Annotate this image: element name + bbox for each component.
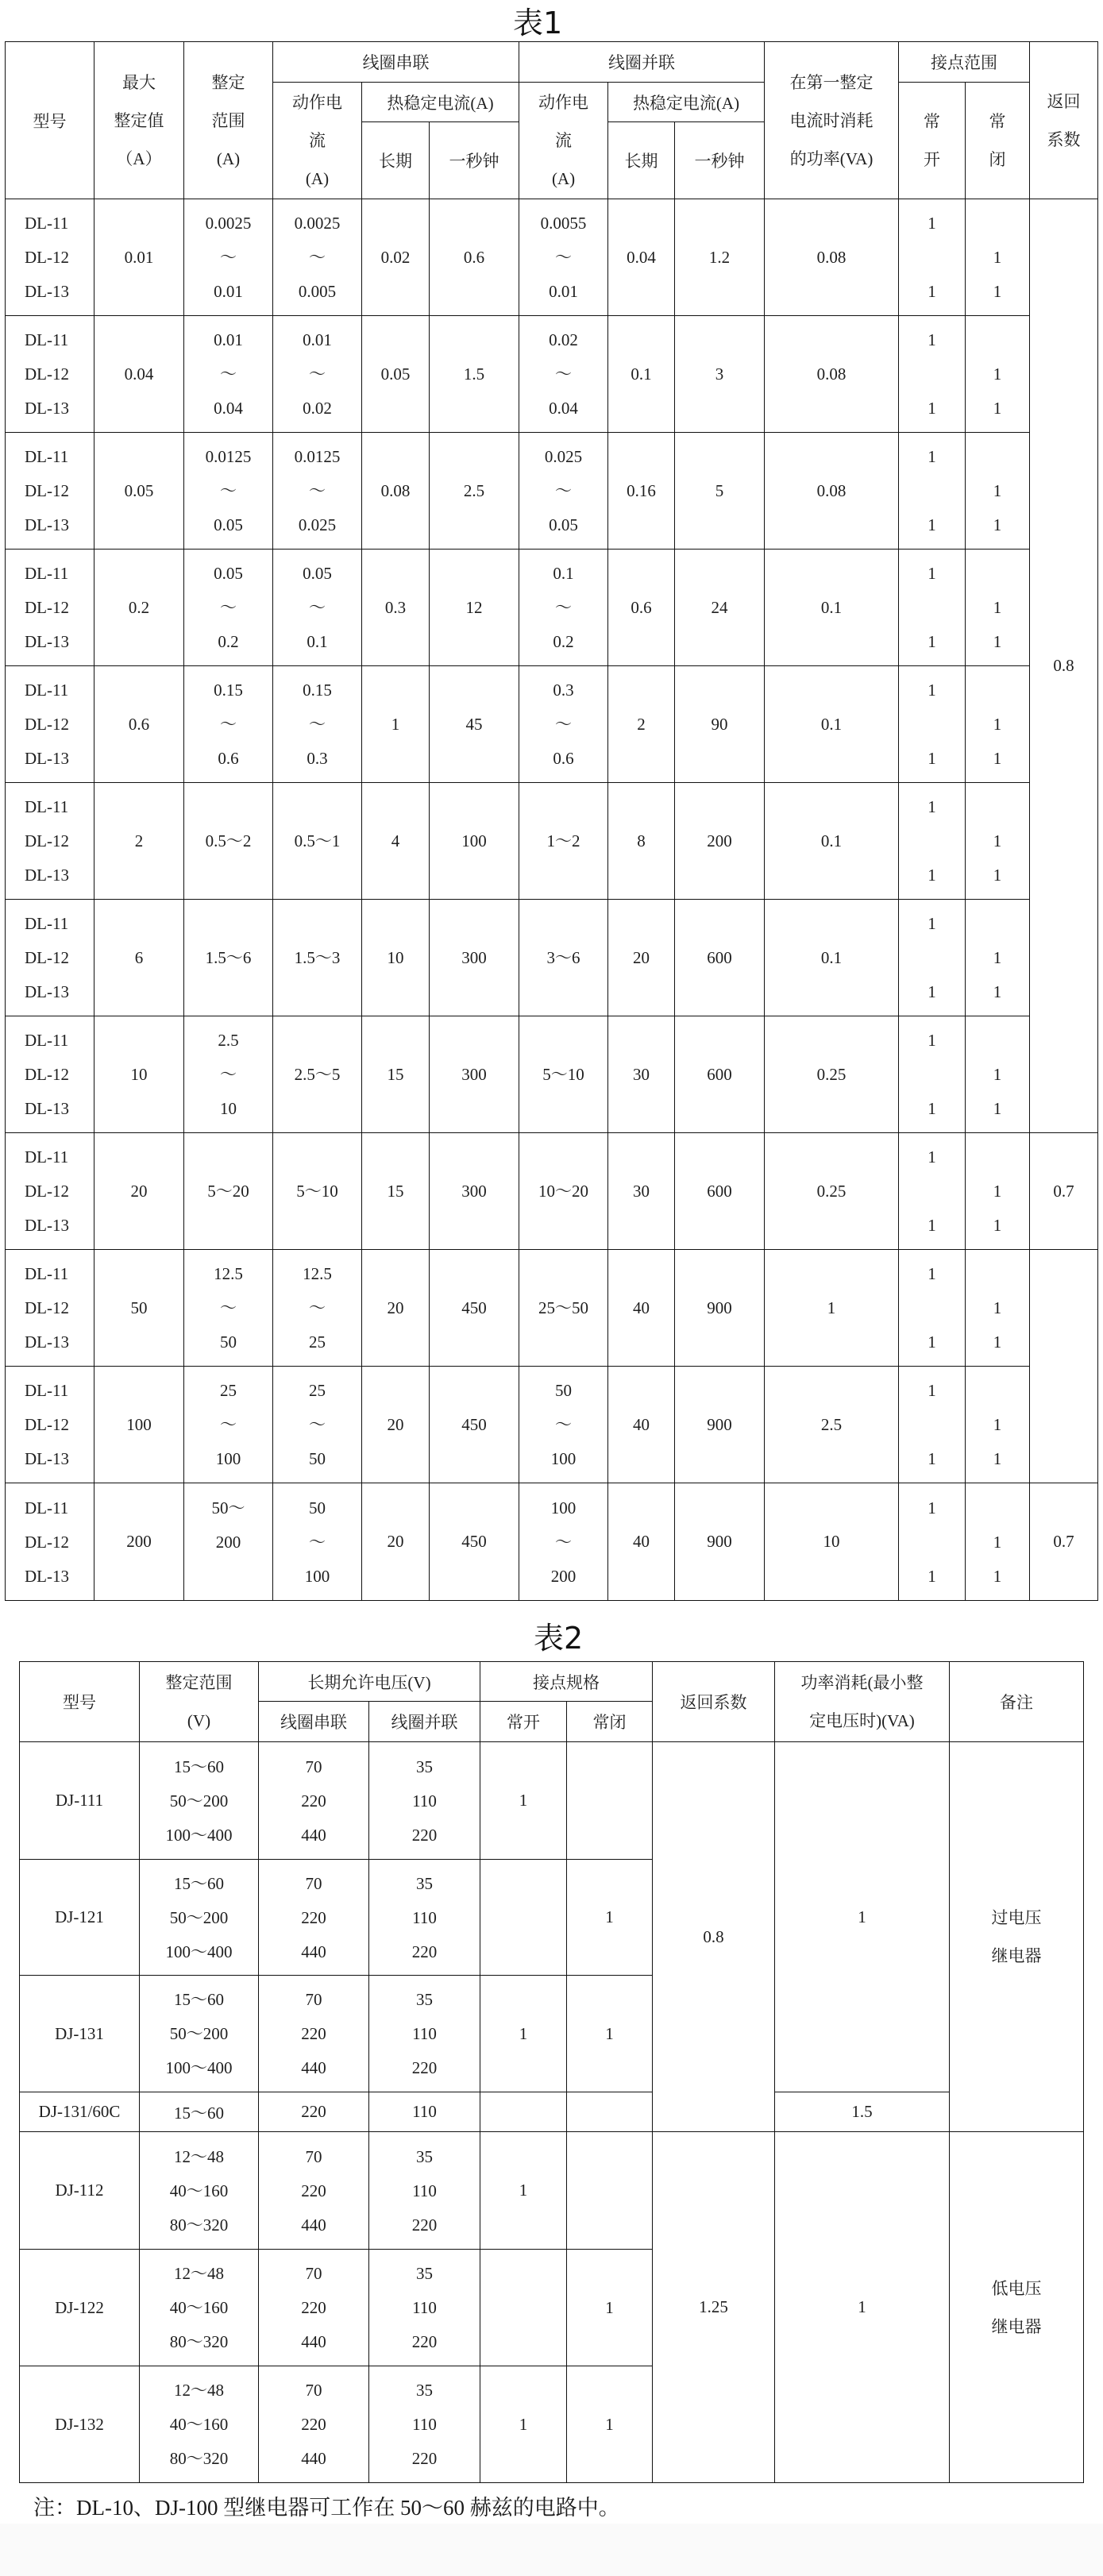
- series-op-current-value: 0.01 ～ 0.02: [303, 330, 332, 418]
- normally-closed-value: 1: [605, 2023, 614, 2043]
- coil-parallel-value: 35 110 220: [411, 1757, 438, 1845]
- series-one-second-value: 0.6: [463, 247, 485, 267]
- series-one-second-value: 2.5: [463, 480, 485, 500]
- parallel-long-term-value: 20: [633, 947, 650, 967]
- series-op-current-value: 25 ～ 50: [309, 1381, 326, 1468]
- series-long-term-value: 15: [387, 1181, 404, 1201]
- parallel-one-second-value: 900: [707, 1532, 732, 1551]
- parallel-long-term-value: 0.04: [627, 247, 656, 267]
- parallel-op-current-value: 25～50: [538, 1298, 589, 1317]
- normally-closed-value: 1 1: [993, 948, 1002, 1001]
- series-one-second-value: 100: [461, 831, 487, 850]
- table-row: [6, 783, 1098, 900]
- header-model: 型号: [6, 42, 94, 199]
- series-one-second-value: 1.5: [463, 364, 485, 384]
- normally-closed-value: 1 1: [993, 1182, 1002, 1235]
- normally-open-value: 1: [519, 2023, 528, 2043]
- coil-series-value: 70 220 440: [301, 2381, 326, 2468]
- coil-series-value: 70 220 440: [301, 1990, 326, 2077]
- series-long-term-value: 10: [387, 947, 404, 967]
- header-coil-parallel: 线圈并联: [369, 1702, 480, 1742]
- setting-range-value: 15～60: [174, 2103, 224, 2123]
- header-contact-range: 接点范围: [899, 42, 1030, 83]
- model-value: DJ-131: [55, 2023, 104, 2043]
- parallel-op-current-value: 100 ～ 200: [550, 1498, 577, 1586]
- parallel-one-second-value: 600: [707, 1181, 732, 1201]
- parallel-long-term-value: 40: [633, 1532, 650, 1551]
- setting-range-value: 15～60 50～200 100～400: [165, 1873, 233, 1961]
- normally-closed-value: 1 1: [993, 248, 1002, 301]
- parallel-op-current-value: 0.1 ～ 0.2: [553, 564, 574, 651]
- parallel-long-term-value: 8: [637, 831, 646, 850]
- setting-range-value: 0.5～2: [205, 831, 252, 850]
- normally-closed-value: 1 1: [993, 715, 1002, 768]
- parallel-long-term-value: 40: [633, 1414, 650, 1434]
- series-one-second-value: 300: [461, 1064, 487, 1084]
- normally-open-value: 1 1: [928, 1498, 936, 1586]
- parallel-op-current-value: 10～20: [538, 1182, 589, 1201]
- series-op-current-value: 0.0025 ～ 0.005: [294, 214, 341, 301]
- header-normally-closed: 常闭: [567, 1702, 653, 1742]
- parallel-one-second-value: 900: [707, 1298, 732, 1317]
- series-long-term-value: 0.05: [380, 364, 411, 384]
- normally-closed-value: 1: [605, 2297, 614, 2317]
- coil-parallel-value: 35 110 220: [411, 1873, 438, 1961]
- header-setting-range: 整定范围 (V): [140, 1662, 259, 1742]
- normally-open-value: 1 1: [928, 681, 936, 768]
- normally-open-value: 1: [519, 2181, 528, 2200]
- table-row: [6, 1016, 1098, 1133]
- power-value: 0.1: [820, 714, 843, 734]
- header-long-term-voltage: 长期允许电压(V): [259, 1662, 480, 1702]
- power-value: 1: [858, 1907, 866, 1926]
- normally-closed-value: 1 1: [993, 1065, 1002, 1118]
- coil-series-value: 220: [301, 2102, 326, 2121]
- parallel-one-second-value: 5: [715, 480, 724, 500]
- return-coef-value: 0.8: [703, 1926, 724, 1946]
- max-setting-value: 0.05: [124, 480, 154, 500]
- remark-over-voltage: 过电压 继电器: [991, 1908, 1042, 1965]
- power-value: 1: [858, 2297, 866, 2316]
- series-op-current-value: 12.5 ～ 25: [303, 1264, 332, 1352]
- power-value: 2.5: [820, 1414, 843, 1434]
- model-list: DL-11 DL-12 DL-13: [25, 797, 69, 885]
- setting-range-value: 0.0025 ～ 0.01: [205, 214, 252, 301]
- coil-series-value: 70 220 440: [301, 1757, 326, 1845]
- table-row: [6, 433, 1098, 550]
- power-value: 1.5: [851, 2102, 873, 2121]
- series-one-second-value: 45: [465, 714, 483, 734]
- power-value: 0.1: [820, 947, 843, 967]
- normally-open-value: 1 1: [928, 914, 936, 1001]
- normally-closed-value: 1: [605, 1907, 614, 1926]
- setting-range-value: 25 ～ 100: [215, 1381, 241, 1468]
- parallel-one-second-value: 90: [711, 714, 728, 734]
- parallel-long-term-value: 2: [637, 714, 646, 734]
- coil-parallel-value: 35 110 220: [411, 1990, 438, 2077]
- model-list: DL-11 DL-12 DL-13: [25, 214, 69, 301]
- normally-closed-value: 1 1: [993, 364, 1002, 418]
- series-one-second-value: 12: [465, 597, 483, 617]
- model-value: DJ-121: [55, 1907, 104, 1926]
- header-power: 功率消耗(最小整 定电压时)(VA): [775, 1662, 950, 1742]
- model-list: DL-11 DL-12 DL-13: [25, 681, 69, 768]
- setting-range-value: 0.01 ～ 0.04: [214, 330, 243, 418]
- power-value: 0.08: [816, 480, 847, 500]
- header-model: 型号: [20, 1662, 140, 1742]
- max-setting-value: 50: [130, 1298, 148, 1317]
- series-long-term-value: 20: [387, 1414, 404, 1434]
- table2-title: 表2: [534, 1621, 584, 1656]
- series-one-second-value: 450: [461, 1414, 487, 1434]
- header-parallel-op-current: 动作电 流 (A): [519, 83, 608, 199]
- parallel-op-current-value: 0.025 ～ 0.05: [544, 447, 583, 534]
- power-value: 1: [827, 1298, 836, 1317]
- series-long-term-value: 1: [391, 714, 400, 734]
- table-row: [6, 1250, 1098, 1367]
- parallel-op-current-value: 1～2: [546, 831, 580, 850]
- table-row: [6, 199, 1098, 316]
- header-coil-parallel: 线圈并联: [519, 42, 765, 83]
- normally-open-value: 1 1: [928, 1147, 936, 1235]
- return-coef-value: 1.25: [699, 2297, 728, 2316]
- table-row: [6, 1367, 1098, 1483]
- return-coef-value: 0.7: [1053, 1181, 1074, 1201]
- parallel-one-second-value: 600: [707, 947, 732, 967]
- coil-series-value: 70 220 440: [301, 2146, 326, 2235]
- return-coef-value: 0.8: [1053, 656, 1074, 675]
- header-setting-range: 整定 范围 (A): [184, 42, 273, 199]
- normally-open-value: 1: [519, 2414, 528, 2434]
- parallel-one-second-value: 3: [715, 364, 724, 384]
- model-value: DJ-132: [55, 2414, 104, 2434]
- normally-closed-value: 1 1: [993, 831, 1002, 885]
- header-series-thermal: 热稳定电流(A): [362, 83, 519, 122]
- remark-under-voltage: 低电压 继电器: [991, 2278, 1042, 2336]
- setting-range-value: 0.05 ～ 0.2: [214, 564, 243, 651]
- normally-closed-value: 1 1: [993, 1532, 1002, 1586]
- max-setting-value: 2: [134, 831, 144, 850]
- series-op-current-value: 0.0125 ～ 0.025: [294, 447, 341, 534]
- max-setting-value: 0.6: [128, 714, 150, 734]
- table-row: [6, 666, 1098, 783]
- series-long-term-value: 20: [387, 1532, 404, 1551]
- setting-range-value: 50～ 200: [211, 1498, 245, 1552]
- header-series-long-term: 长期: [362, 122, 430, 199]
- header-series-one-second: 一秒钟: [430, 122, 519, 199]
- normally-open-value: 1 1: [928, 1381, 936, 1468]
- series-op-current-value: 0.05 ～ 0.1: [303, 564, 332, 651]
- series-op-current-value: 0.5～1: [294, 831, 341, 850]
- model-list: DL-11 DL-12 DL-13: [25, 1031, 69, 1118]
- header-coil-series: 线圈串联: [259, 1702, 369, 1742]
- parallel-op-current-value: 5～10: [542, 1065, 584, 1084]
- parallel-long-term-value: 30: [633, 1181, 650, 1201]
- parallel-long-term-value: 0.16: [627, 480, 656, 500]
- parallel-op-current-value: 3～6: [546, 948, 580, 967]
- normally-open-value: 1 1: [928, 447, 936, 534]
- table-row: [20, 1742, 1084, 1860]
- power-value: 0.08: [816, 364, 847, 384]
- model-list: DL-11 DL-12 DL-13: [25, 447, 69, 534]
- series-long-term-value: 15: [387, 1064, 404, 1084]
- header-remark: 备注: [950, 1662, 1084, 1742]
- series-long-term-value: 4: [391, 831, 400, 850]
- table-row: [6, 1133, 1098, 1250]
- parallel-op-current-value: 0.0055 ～ 0.01: [540, 214, 587, 301]
- setting-range-value: 12～48 40～160 80～320: [169, 2264, 229, 2351]
- normally-closed-value: 1 1: [993, 481, 1002, 534]
- normally-open-value: 1 1: [928, 564, 936, 651]
- parallel-one-second-value: 1.2: [708, 247, 731, 267]
- header-return-coef: 返回 系数: [1030, 42, 1098, 199]
- power-value: 0.08: [816, 247, 847, 267]
- header-parallel-thermal: 热稳定电流(A): [608, 83, 765, 122]
- normally-closed-value: 1 1: [993, 1298, 1002, 1352]
- header-max-setting: 最大 整定值 （A）: [94, 42, 184, 199]
- footnote: 注：DL-10、DJ-100 型继电器可工作在 50～60 赫兹的电路中。: [33, 2496, 620, 2520]
- table-row: [6, 316, 1098, 433]
- parallel-one-second-value: 600: [707, 1064, 732, 1084]
- setting-range-value: 1.5～6: [205, 948, 252, 967]
- model-list: DL-11 DL-12 DL-13: [25, 1264, 69, 1352]
- max-setting-value: 200: [126, 1532, 152, 1551]
- parallel-op-current-value: 50 ～ 100: [550, 1381, 577, 1468]
- setting-range-value: 12.5 ～ 50: [214, 1264, 243, 1352]
- coil-parallel-value: 35 110 220: [411, 2146, 438, 2235]
- setting-range-value: 2.5 ～ 10: [218, 1031, 239, 1118]
- setting-range-value: 0.0125 ～ 0.05: [205, 447, 252, 534]
- max-setting-value: 0.04: [124, 364, 154, 384]
- power-value: 0.1: [820, 831, 843, 850]
- series-long-term-value: 0.3: [384, 597, 407, 617]
- normally-open-value: 1 1: [928, 1031, 936, 1118]
- table-row: [6, 1483, 1098, 1601]
- max-setting-value: 100: [126, 1414, 152, 1434]
- parallel-op-current-value: 0.3 ～ 0.6: [553, 681, 574, 768]
- model-list: DL-11 DL-12 DL-13: [25, 1147, 69, 1235]
- series-op-current-value: 0.15 ～ 0.3: [303, 681, 332, 768]
- header-return-coef: 返回系数: [653, 1662, 775, 1742]
- series-op-current-value: 5～10: [296, 1182, 338, 1201]
- table-row: [20, 2092, 1084, 2132]
- series-one-second-value: 450: [461, 1298, 487, 1317]
- header-contact-spec: 接点规格: [480, 1662, 653, 1702]
- series-op-current-value: 2.5～5: [294, 1065, 341, 1084]
- normally-open-value: 1: [519, 1791, 528, 1810]
- series-one-second-value: 300: [461, 1181, 487, 1201]
- table1-relay-current: [5, 41, 1098, 1601]
- normally-closed-value: 1 1: [993, 1415, 1002, 1468]
- header-normally-closed: 常 闭: [966, 83, 1030, 199]
- normally-closed-value: 1 1: [993, 598, 1002, 651]
- normally-open-value: 1 1: [928, 797, 936, 885]
- setting-range-value: 0.15 ～ 0.6: [214, 681, 243, 768]
- power-value: 0.1: [820, 597, 843, 617]
- power-value: 0.25: [816, 1064, 847, 1084]
- setting-range-value: 5～20: [207, 1182, 249, 1201]
- series-long-term-value: 0.02: [380, 247, 411, 267]
- table2-relay-voltage: [19, 1661, 1084, 2483]
- coil-series-value: 70 220 440: [301, 1873, 326, 1961]
- model-value: DJ-111: [55, 1791, 104, 1810]
- power-value: 0.25: [816, 1181, 847, 1201]
- header-series-op-current: 动作电 流 (A): [273, 83, 362, 199]
- normally-open-value: 1 1: [928, 214, 936, 301]
- setting-range-value: 12～48 40～160 80～320: [169, 2146, 229, 2235]
- coil-parallel-value: 35 110 220: [411, 2264, 438, 2351]
- model-list: DL-11 DL-12 DL-13: [25, 1381, 69, 1468]
- header-coil-series: 线圈串联: [273, 42, 519, 83]
- coil-parallel-value: 35 110 220: [411, 2381, 438, 2468]
- model-value: DJ-112: [55, 2181, 104, 2200]
- parallel-one-second-value: 200: [707, 831, 732, 850]
- series-one-second-value: 300: [461, 947, 487, 967]
- power-value: 10: [823, 1532, 840, 1551]
- table-row: [6, 550, 1098, 666]
- max-setting-value: 10: [130, 1064, 148, 1084]
- max-setting-value: 6: [134, 947, 144, 967]
- model-value: DJ-131/60C: [38, 2102, 121, 2121]
- table-row: [6, 900, 1098, 1016]
- max-setting-value: 20: [130, 1181, 148, 1201]
- coil-series-value: 70 220 440: [301, 2264, 326, 2351]
- header-parallel-one-second: 一秒钟: [675, 122, 765, 199]
- normally-closed-value: 1: [605, 2414, 614, 2434]
- model-list: DL-11 DL-12 DL-13: [25, 914, 69, 1001]
- coil-parallel-value: 110: [412, 2102, 437, 2121]
- parallel-long-term-value: 40: [633, 1298, 650, 1317]
- parallel-long-term-value: 0.1: [631, 364, 652, 384]
- series-op-current-value: 50 ～ 100: [304, 1498, 330, 1586]
- header-normally-open: 常 开: [899, 83, 966, 199]
- header-power: 在第一整定 电流时消耗 的功率(VA): [765, 42, 899, 199]
- parallel-one-second-value: 900: [707, 1414, 732, 1434]
- parallel-long-term-value: 30: [633, 1064, 650, 1084]
- setting-range-value: 15～60 50～200 100～400: [165, 1757, 233, 1845]
- page-bottom-margin: [0, 2524, 1103, 2576]
- header-parallel-long-term: 长期: [608, 122, 675, 199]
- model-value: DJ-122: [55, 2297, 104, 2317]
- setting-range-value: 12～48 40～160 80～320: [169, 2381, 229, 2468]
- series-long-term-value: 20: [387, 1298, 404, 1317]
- header-normally-open: 常开: [480, 1702, 567, 1742]
- setting-range-value: 15～60 50～200 100～400: [165, 1990, 233, 2077]
- return-coef-value: 0.7: [1053, 1532, 1074, 1551]
- model-list: DL-11 DL-12 DL-13: [25, 564, 69, 651]
- normally-open-value: 1 1: [928, 1264, 936, 1352]
- table1-title: 表1: [513, 6, 563, 40]
- model-list: DL-11 DL-12 DL-13: [25, 330, 69, 418]
- table-row: [20, 2132, 1084, 2250]
- series-long-term-value: 0.08: [380, 480, 411, 500]
- normally-open-value: 1 1: [928, 330, 936, 418]
- series-op-current-value: 1.5～3: [294, 948, 341, 967]
- parallel-long-term-value: 0.6: [631, 597, 652, 617]
- model-list: DL-11 DL-12 DL-13: [25, 1498, 69, 1586]
- parallel-op-current-value: 0.02 ～ 0.04: [549, 330, 578, 418]
- max-setting-value: 0.2: [128, 597, 150, 617]
- series-one-second-value: 450: [461, 1532, 487, 1551]
- parallel-one-second-value: 24: [711, 597, 728, 617]
- max-setting-value: 0.01: [124, 247, 154, 267]
